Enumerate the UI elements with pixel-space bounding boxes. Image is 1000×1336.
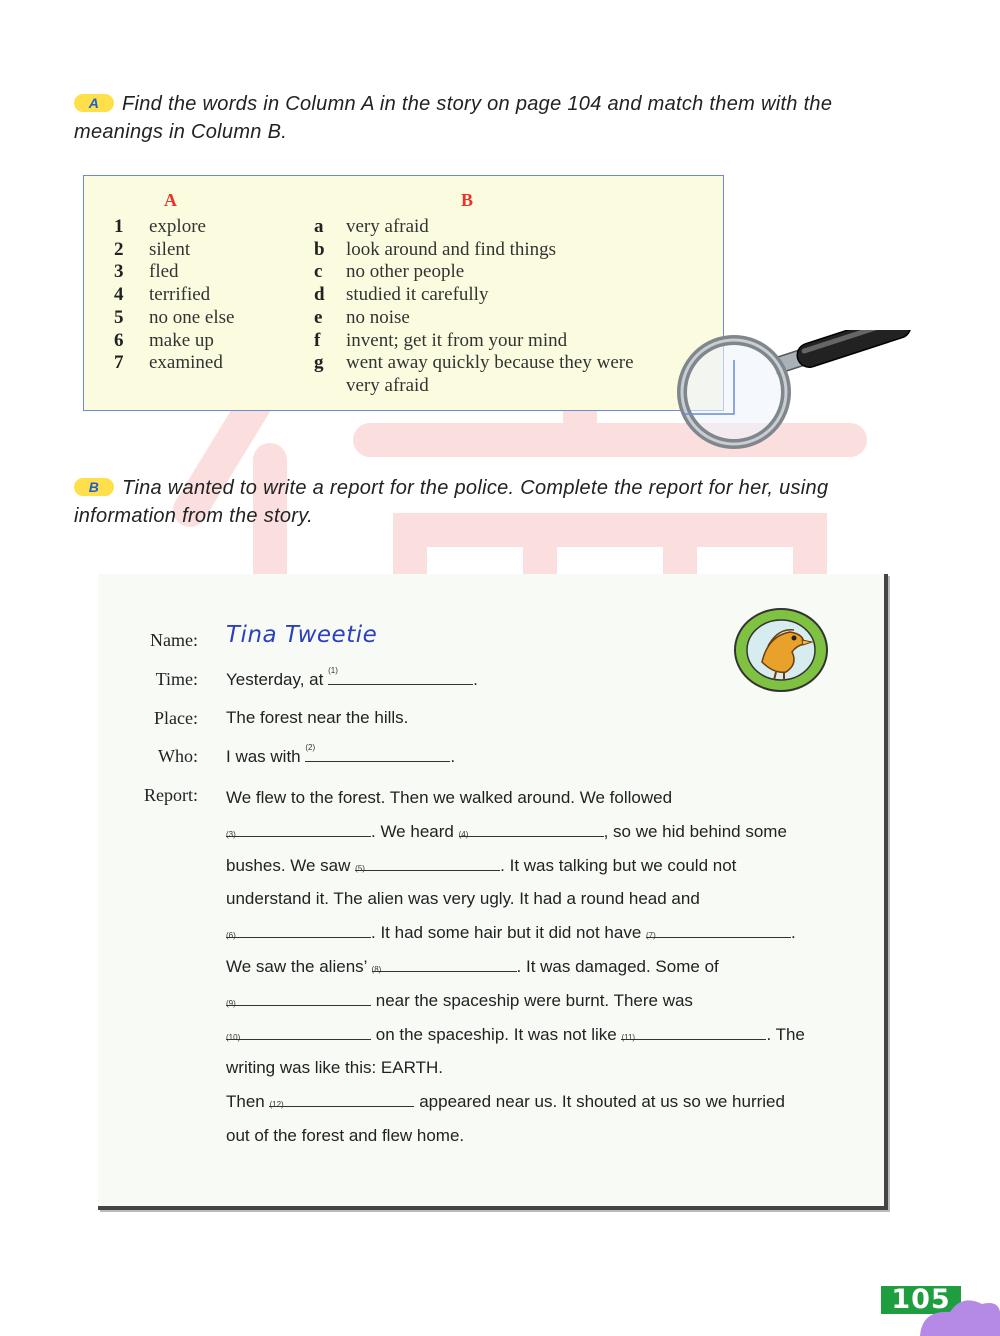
- blank-1[interactable]: (1): [328, 669, 473, 685]
- list-item: 2 silent: [114, 238, 191, 260]
- blank-6[interactable]: (6): [226, 922, 371, 938]
- list-item: e no noise: [314, 306, 410, 328]
- column-a-header: A: [164, 190, 177, 210]
- blank-11[interactable]: (11): [621, 1024, 766, 1040]
- name-value: Tina Tweetie: [226, 622, 378, 648]
- matching-table: [83, 175, 724, 411]
- place-label: Place:: [154, 708, 198, 728]
- instruction-a-text: Find the words in Column A in the story on page 104 and match them with the meanings in Column B.: [74, 93, 833, 143]
- list-item: 6 make up: [114, 329, 214, 351]
- blank-8[interactable]: (8): [372, 956, 517, 972]
- list-item: 5 no one else: [114, 306, 235, 328]
- list-item: 7 examined: [114, 352, 223, 374]
- list-item: b look around and find things: [314, 238, 557, 260]
- time-line: Yesterday, at (1) .: [226, 666, 478, 689]
- list-item: a very afraid: [314, 216, 429, 237]
- time-label: Time:: [155, 669, 198, 689]
- report-body: We flew to the forest. Then we walked around. We followed (3) . We heard (4) , so we hid behind some bushes. We saw (5) . It was talking but we could not understand it. The alien was very ugly. It had a round head and (6) . It had some hair but it did not have (7) . We saw the aliens’ (8) . It was damaged. Some of (9) near the spaceship were burnt. There was (10) on the spaceship. It was not like (11) . The writing was like this: EARTH. Then (12) appeared near us. It shouted at us so we hurried out of the forest and flew home.: [226, 788, 805, 1145]
- instruction-a: [74, 90, 924, 146]
- place-text: The forest near the hills.: [226, 708, 409, 727]
- magnifying-glass-icon: [668, 330, 924, 450]
- who-line: I was with (2) .: [226, 743, 456, 766]
- blank-10[interactable]: (10): [226, 1024, 371, 1040]
- blank-9[interactable]: (9): [226, 990, 371, 1006]
- blank-2[interactable]: (2): [305, 746, 450, 762]
- list-item: 1 explore: [114, 216, 206, 237]
- blank-4[interactable]: (4): [459, 821, 604, 837]
- report-label: Report:: [144, 785, 198, 805]
- badge-a: A: [74, 94, 114, 112]
- page-number: 105: [881, 1286, 961, 1314]
- blank-3[interactable]: (3): [226, 821, 371, 837]
- list-item: d studied it carefully: [314, 284, 489, 306]
- list-item: g went away quickly because they were very afraid: [314, 352, 634, 396]
- corner-decoration-icon: [910, 1290, 1000, 1336]
- blank-12[interactable]: (12): [269, 1091, 414, 1107]
- who-label: Who:: [158, 746, 198, 766]
- column-b-header: B: [461, 190, 474, 210]
- instruction-b-text: Tina wanted to write a report for the police. Complete the report for her, using information from the story.: [74, 477, 829, 527]
- bird-badge-icon: [732, 606, 830, 694]
- list-item: f invent; get it from your mind: [314, 329, 568, 351]
- blank-5[interactable]: (5): [355, 855, 500, 871]
- column-a-list: [114, 216, 234, 375]
- report-form: [98, 574, 888, 1210]
- instruction-b: [74, 474, 924, 530]
- badge-b: B: [74, 478, 114, 496]
- list-item: c no other people: [314, 261, 465, 283]
- blank-7[interactable]: (7): [646, 922, 791, 938]
- list-item: 4 terrified: [114, 284, 211, 306]
- name-label: Name:: [150, 630, 198, 650]
- column-b-list: [314, 216, 634, 398]
- list-item: 3 fled: [114, 261, 179, 283]
